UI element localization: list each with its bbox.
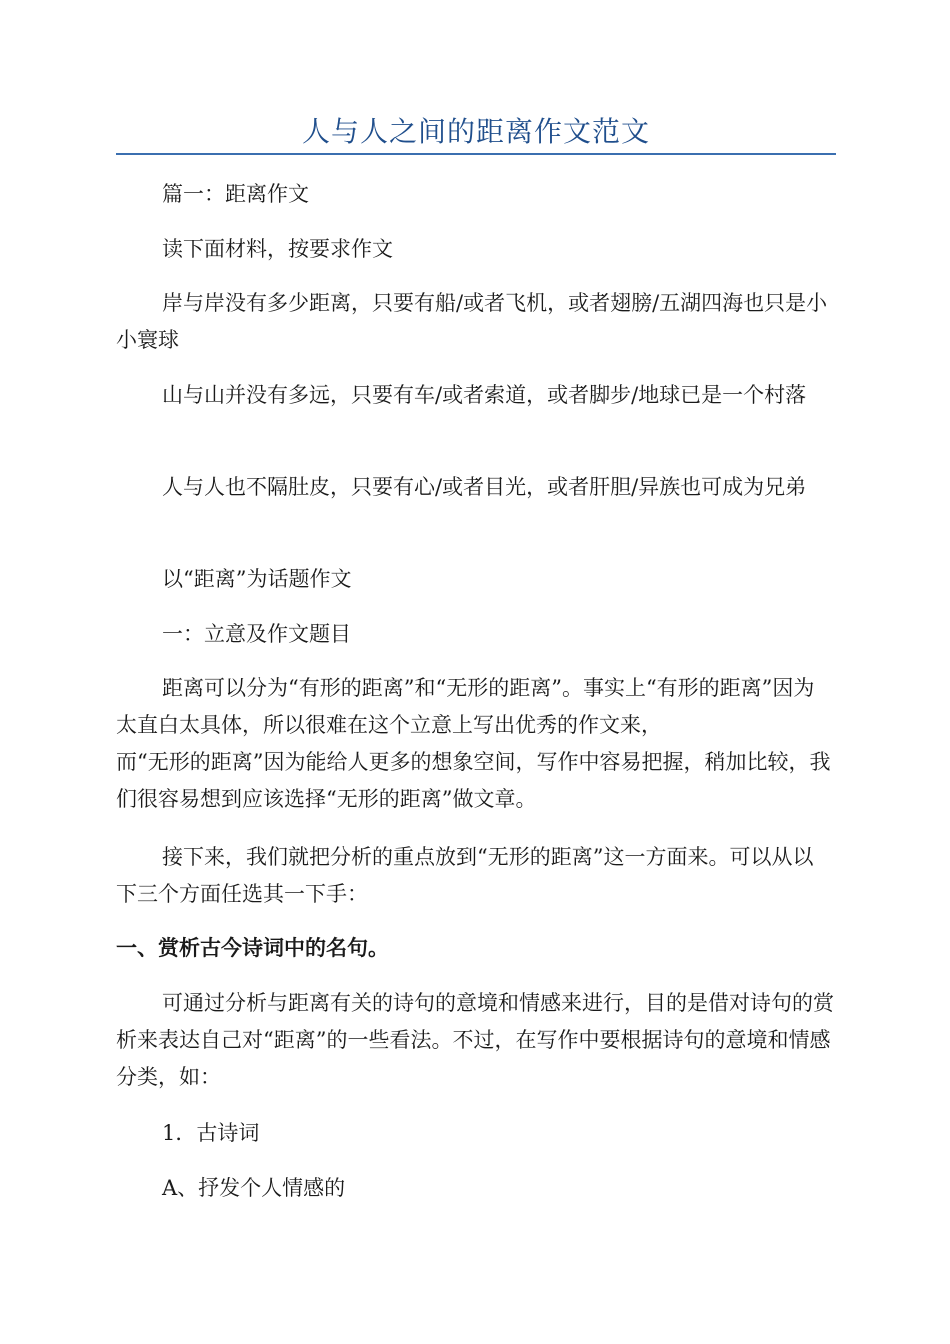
- bold-heading: 一、赏析古今诗词中的名句。: [116, 936, 389, 960]
- paragraph-analysis-2: 而“无形的距离”因为能给人更多的想象空间，写作中容易把握，稍加比较，我们很容易想到应该选择“无形的距离”做文章。: [116, 750, 831, 811]
- paragraph-poem-line-3: 人与人也不隔肚皮，只要有心/或者目光，或者肝胆/异族也可成为兄弟: [162, 475, 807, 499]
- paragraph-poem-line-2: 山与山并没有多远，只要有车/或者索道，或者脚步/地球已是一个村落: [162, 383, 807, 407]
- paragraph-next-step: 接下来，我们就把分析的重点放到“无形的距离”这一方面来。可以从以下三个方面任选其一下手：: [116, 845, 814, 906]
- paragraph-section-heading: 篇一：距离作文: [162, 182, 309, 206]
- paragraph-subheading: 一：立意及作文题目: [162, 622, 351, 646]
- paragraph-poetry-method: 可通过分析与距离有关的诗句的意境和情感来进行，目的是借对诗句的赏析来表达自己对“距离”的一些看法。不过，在写作中要根据诗句的意境和情感分类，如：: [116, 991, 834, 1089]
- paragraph-instruction: 读下面材料，按要求作文: [162, 237, 393, 261]
- list-item-ancient-poetry: 1．古诗词: [162, 1121, 260, 1145]
- title-underline: [116, 153, 836, 155]
- paragraph-poem-line-1: 岸与岸没有多少距离，只要有船/或者飞机，或者翅膀/五湖四海也只是小小寰球: [116, 291, 828, 352]
- list-item-personal-emotion: A、抒发个人情感的: [162, 1176, 346, 1200]
- paragraph-topic: 以“距离”为话题作文: [162, 567, 352, 591]
- paragraph-analysis-1: 距离可以分为“有形的距离”和“无形的距离”。事实上“有形的距离”因为太直白太具体，所以很难在这个立意上写出优秀的作文来，: [116, 676, 815, 737]
- document-title: 人与人之间的距离作文范文: [301, 115, 650, 148]
